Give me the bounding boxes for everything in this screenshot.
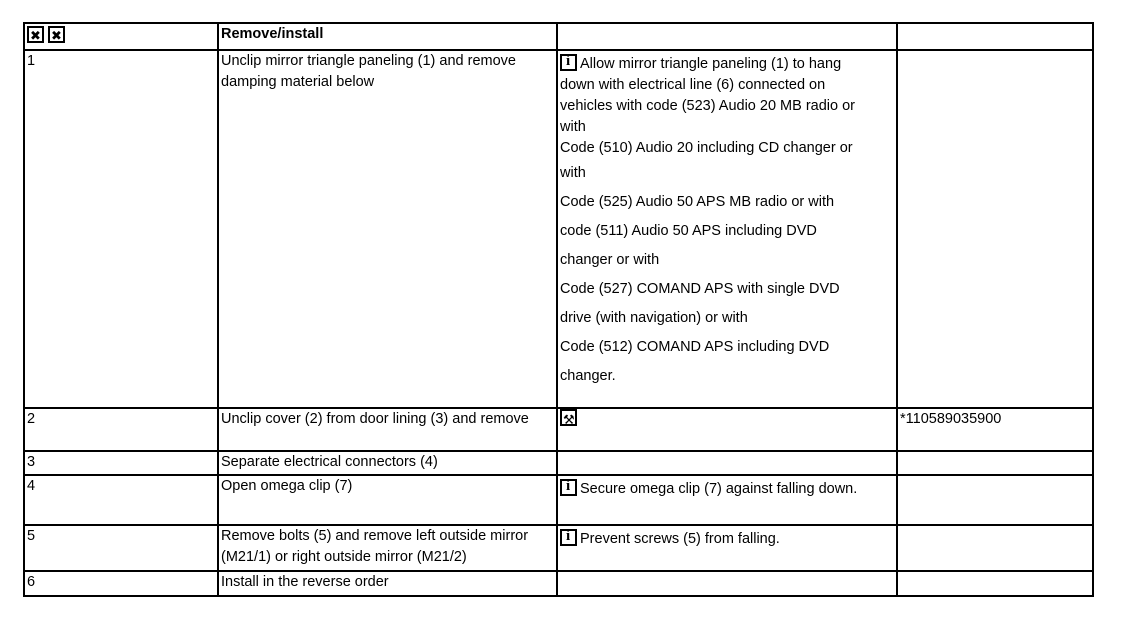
- note-line: with: [560, 165, 586, 181]
- table-row: [24, 571, 1093, 596]
- step-reference: [897, 525, 1093, 571]
- step-number: 2: [24, 408, 218, 451]
- step-note: [557, 451, 897, 475]
- note-line: changer or with: [560, 252, 660, 268]
- step-action: Open omega clip (7): [218, 475, 557, 525]
- special-tool-icon: [560, 409, 577, 426]
- header-icons-cell: [24, 23, 218, 50]
- procedure-table-wrapper: [23, 22, 1094, 597]
- note-line: changer.: [560, 368, 616, 384]
- note-text: Allow mirror triangle paneling (1) to hang: [580, 56, 842, 72]
- table-header-row: [24, 23, 1093, 50]
- table-row: [24, 525, 1093, 571]
- note-line: Code (525) Audio 50 APS MB radio or with: [560, 194, 835, 210]
- note-line: code (511) Audio 50 APS including DVD: [560, 223, 817, 239]
- step-reference: [897, 475, 1093, 525]
- step-number: 3: [24, 451, 218, 475]
- step-action: Remove bolts (5) and remove left outside mirror (M21/1) or right outside mirror (M21/2): [218, 525, 557, 571]
- step-action: Separate electrical connectors (4): [218, 451, 557, 475]
- step-note: [557, 408, 897, 451]
- note-line: down with electrical line (6) connected on: [560, 77, 826, 93]
- step-reference: [897, 451, 1093, 475]
- wrench-icon: [48, 26, 65, 43]
- header-empty-cell: [897, 23, 1093, 50]
- step-number: 6: [24, 571, 218, 596]
- info-icon: [560, 479, 577, 496]
- header-title-cell: [218, 23, 557, 50]
- header-empty-cell: [557, 23, 897, 50]
- step-note: [557, 525, 897, 571]
- step-action: Install in the reverse order: [218, 571, 557, 596]
- step-number: 5: [24, 525, 218, 571]
- note-line: vehicles with code (523) Audio 20 MB radio or: [560, 98, 855, 114]
- step-reference: [897, 571, 1093, 596]
- step-number: 4: [24, 475, 218, 525]
- note-text: Prevent screws (5) from falling.: [580, 531, 780, 547]
- table-row: [24, 475, 1093, 525]
- step-note: [557, 475, 897, 525]
- step-action: Unclip mirror triangle paneling (1) and remove damping material below: [218, 50, 557, 408]
- header-title: Remove/install: [221, 26, 324, 42]
- note-line: drive (with navigation) or with: [560, 310, 748, 326]
- info-icon: [560, 54, 577, 71]
- note-line: [560, 54, 894, 75]
- info-icon: [560, 529, 577, 546]
- note-line: Code (510) Audio 20 including CD changer or: [560, 140, 853, 156]
- table-row: [24, 50, 1093, 408]
- step-action: Unclip cover (2) from door lining (3) and remove: [218, 408, 557, 451]
- step-note: [557, 571, 897, 596]
- note-line: with: [560, 119, 586, 135]
- table-row: [24, 451, 1093, 475]
- step-number: 1: [24, 50, 218, 408]
- note-text: Secure omega clip (7) against falling down.: [580, 481, 858, 497]
- step-note: [557, 50, 897, 408]
- note-line: Code (527) COMAND APS with single DVD: [560, 281, 840, 297]
- step-reference: [897, 50, 1093, 408]
- step-reference: *110589035900: [897, 408, 1093, 451]
- wrench-icon: [27, 26, 44, 43]
- note-line: Code (512) COMAND APS including DVD: [560, 339, 830, 355]
- procedure-table: [23, 22, 1094, 597]
- table-row: [24, 408, 1093, 451]
